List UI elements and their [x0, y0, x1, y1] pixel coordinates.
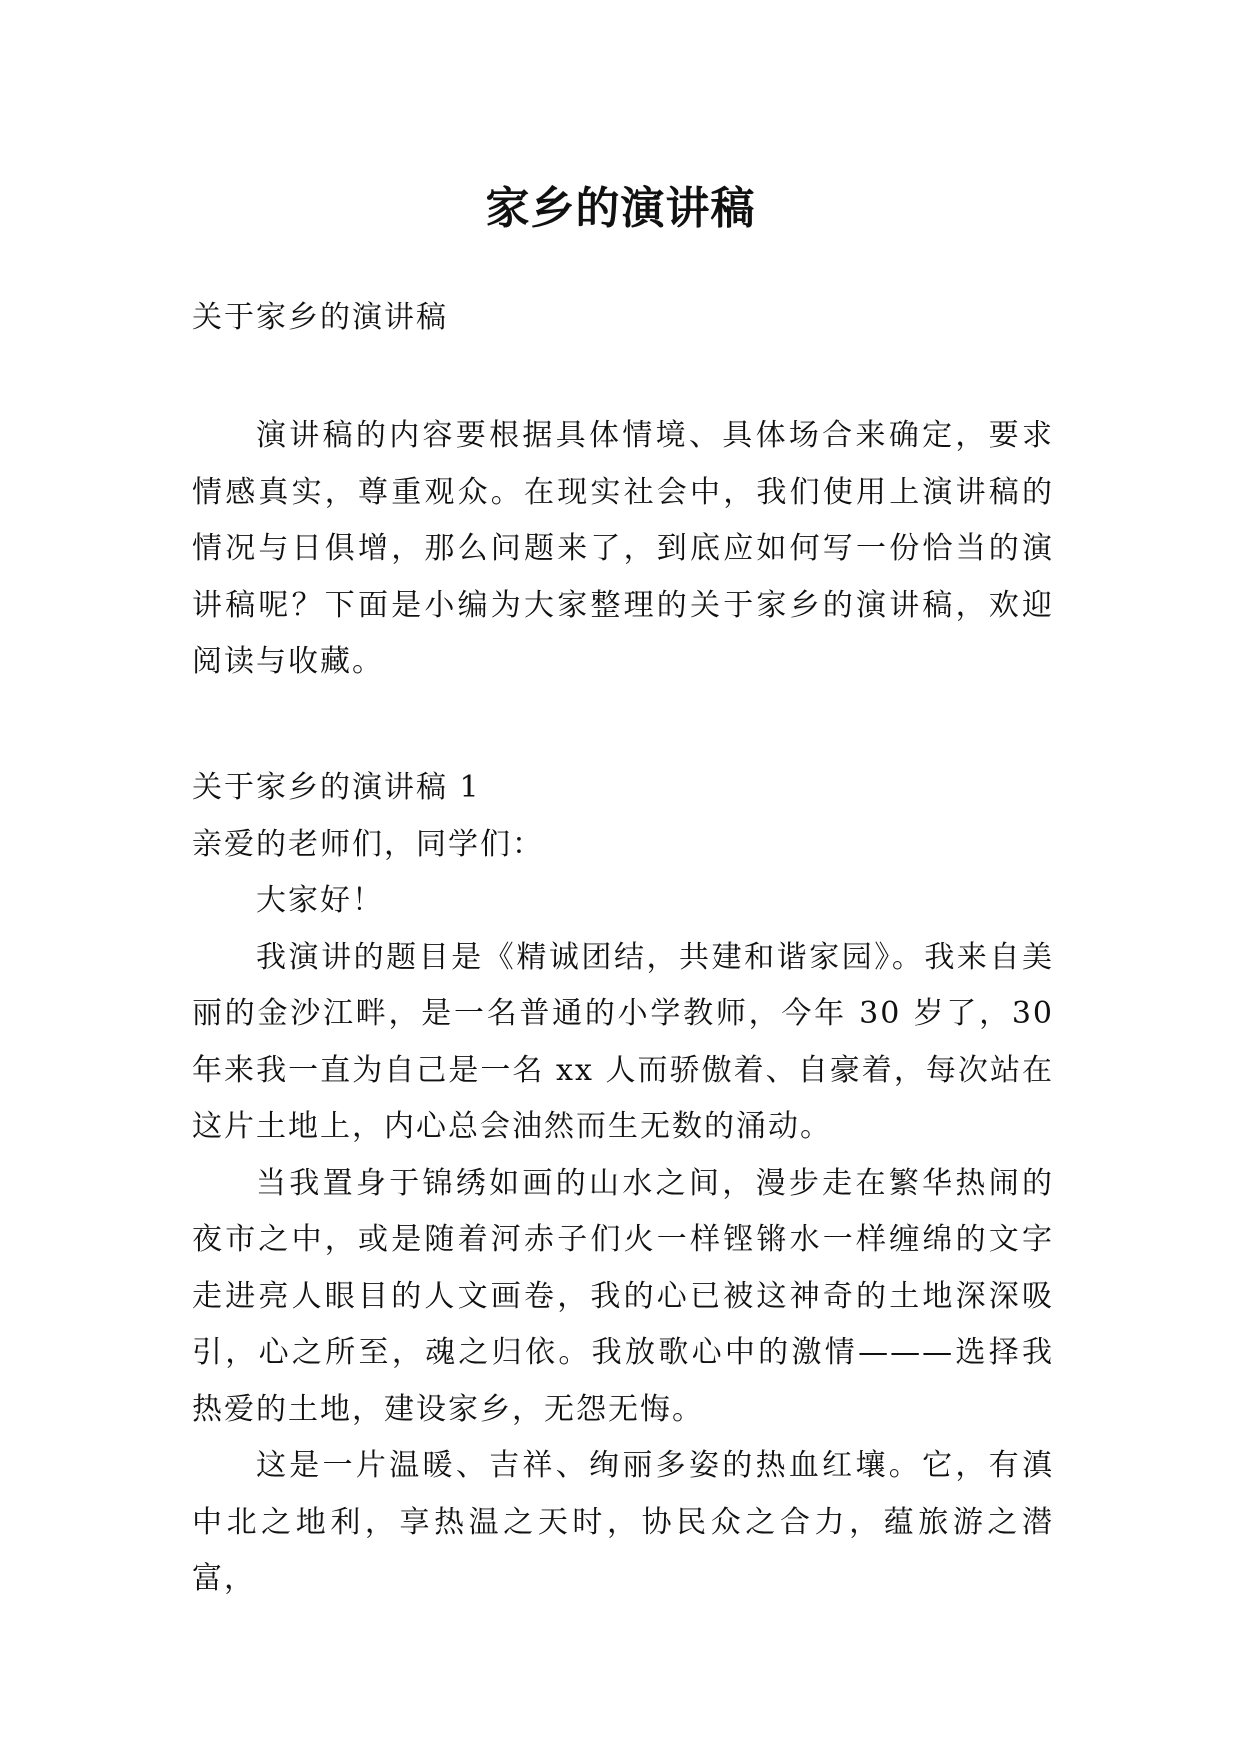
body-paragraph: 这是一片温暖、吉祥、绚丽多姿的热血红壤。它，有滇中北之地利，享热温之天时，协民众之合力，蕴旅游之潜富，: [192, 1448, 1054, 1596]
speech-section-1: [192, 760, 1054, 1608]
salutation: 亲爱的老师们，同学们：: [192, 826, 544, 862]
body-paragraph: 当我置身于锦绣如画的山水之间，漫步走在繁华热闹的夜市之中，或是随着河赤子们火一样铿锵水一样缠绵的文字走进亮人眼目的人文画卷，我的心已被这神奇的土地深深吸引，心之所至，魂之归依。我放歌心中的激情———选择我热爱的土地，建设家乡，无怨无悔。: [192, 1165, 1054, 1427]
document-title: 家乡的演讲稿: [485, 183, 756, 235]
document-subtitle: 关于家乡的演讲稿: [192, 300, 448, 335]
intro-paragraph: 演讲稿的内容要根据具体情境、具体场合来确定，要求情感真实，尊重观众。在现实社会中，我们使用上演讲稿的情况与日俱增，那么问题来了，到底应如何写一份恰当的演讲稿呢？下面是小编为大家整理的关于家乡的演讲稿，欢迎阅读与收藏。: [192, 418, 1054, 679]
section-heading: 关于家乡的演讲稿 1: [192, 770, 481, 805]
greeting: 大家好！: [256, 883, 384, 918]
body-paragraph: 我演讲的题目是《精诚团结，共建和谐家园》。我来自美丽的金沙江畔，是一名普通的小学教师，今年 30 岁了，30 年来我一直为自己是一名 xx 人而骄傲着、自豪着，每次站在这片土地上，内心总会油然而生无数的涌动。: [192, 939, 1054, 1144]
